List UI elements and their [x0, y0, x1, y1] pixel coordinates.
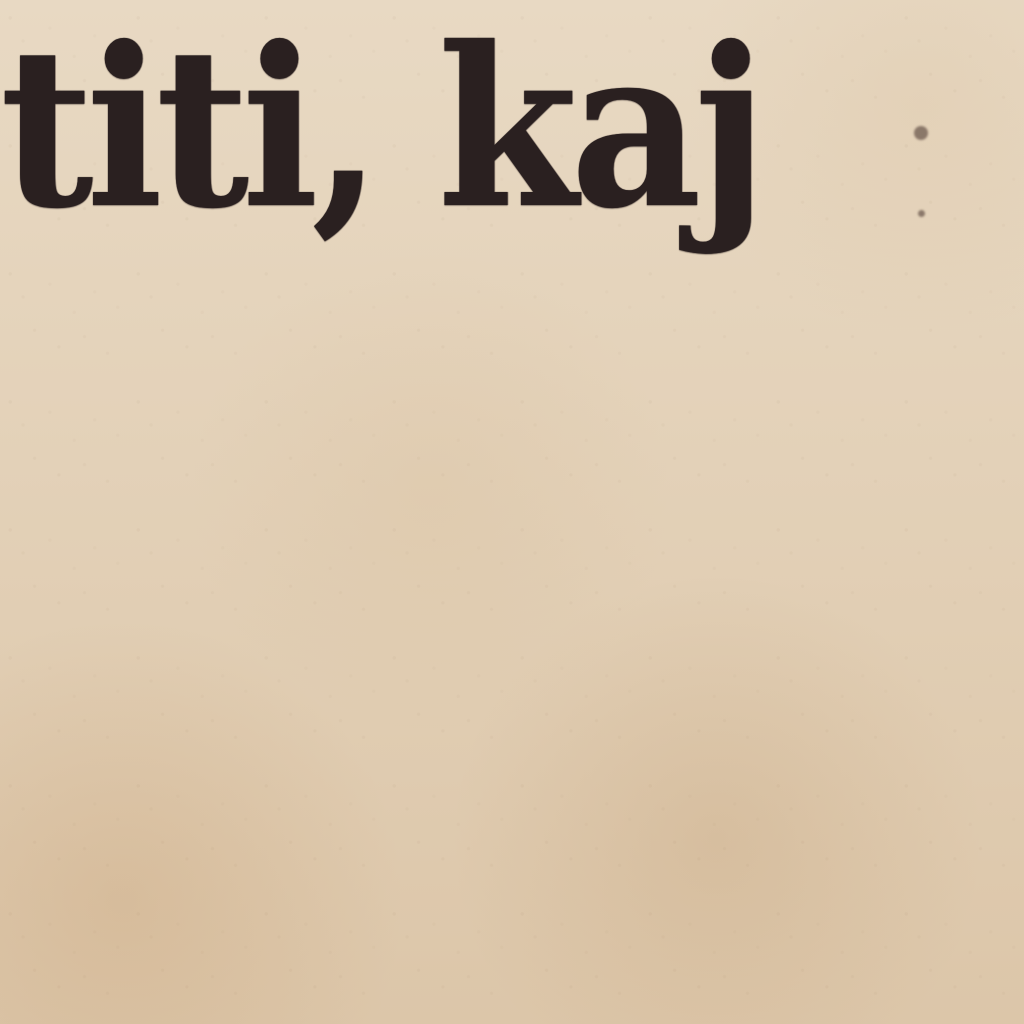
ink-spot [914, 126, 928, 140]
typed-text-line: titi, kaj [0, 0, 761, 257]
ink-spot [918, 210, 925, 217]
